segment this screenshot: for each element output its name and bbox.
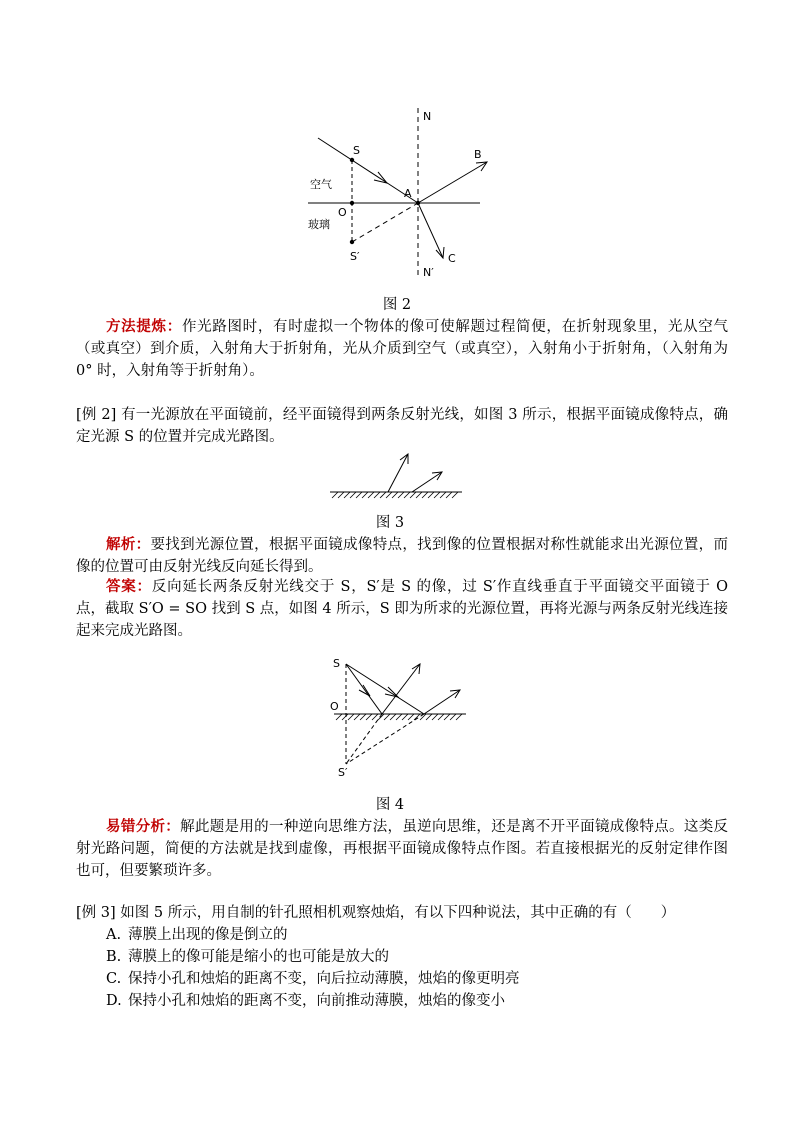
mirror-hatching xyxy=(332,492,458,498)
reflected-ray-1 xyxy=(382,664,420,714)
label-c: C xyxy=(448,252,456,265)
point-s xyxy=(350,158,354,162)
option-c-text: 保持小孔和烛焰的距离不变，向后拉动薄膜，烛焰的像更明亮 xyxy=(128,971,520,987)
incident-ray-2 xyxy=(346,664,424,714)
option-d xyxy=(106,990,505,1012)
option-a-text: 薄膜上出现的像是倒立的 xyxy=(128,927,288,943)
figure-3-caption: 图 3 xyxy=(375,515,405,531)
analysis-paragraph xyxy=(76,534,728,578)
incident-ray-1 xyxy=(346,664,382,714)
extension-2 xyxy=(346,714,424,764)
method-label: 方法提炼： xyxy=(106,318,182,335)
figure-4-caption: 图 4 xyxy=(375,797,405,813)
analysis-label: 解析： xyxy=(106,536,151,553)
label-o: O xyxy=(330,700,339,713)
option-a-letter: A. xyxy=(106,927,122,943)
analysis-text: 要找到光源位置，根据平面镜成像特点，找到像的位置根据对称性就能求出光源位置，而像的位置可由反射光线反向延长得到。 xyxy=(76,537,728,575)
sprime-to-a-dashed xyxy=(352,203,418,242)
reflected-ray-b xyxy=(418,162,487,203)
answer-paragraph xyxy=(76,576,728,642)
label-o: O xyxy=(338,206,347,219)
reflected-ray-1 xyxy=(388,454,408,492)
option-c-letter: C. xyxy=(106,971,122,987)
figure-2-caption: 图 2 xyxy=(382,297,412,313)
mistake-paragraph xyxy=(76,816,728,882)
option-b-letter: B. xyxy=(106,949,122,965)
method-text: 作光路图时，有时虚拟一个物体的像可使解题过程简便，在折射现象里，光从空气（或真空）到介质，入射角大于折射角，光从介质到空气（或真空），入射角小于折射角，（入射角为 0° 时，入射角等于折射角）。 xyxy=(76,319,728,379)
figure-3-mirror-diagram xyxy=(326,448,466,508)
label-s: S xyxy=(333,657,340,670)
figure-2-refraction-diagram xyxy=(290,100,510,285)
label-sprime: S′ xyxy=(338,766,348,779)
mirror-hatching xyxy=(336,714,462,720)
label-b: B xyxy=(474,148,482,161)
example-3-question: [例 3] 如图 5 所示，用自制的针孔照相机观察烛焰，有以下四种说法，其中正确的有（ ） xyxy=(76,905,676,921)
reflected-ray-2 xyxy=(412,472,442,492)
incident-ray xyxy=(318,138,418,203)
option-a xyxy=(106,924,288,946)
example-2-paragraph: [例 2] 有一光源放在平面镜前，经平面镜得到两条反射光线，如图 3 所示，根据平面镜成像特点，确定光源 S 的位置并完成光路图。 xyxy=(76,407,728,445)
answer-label: 答案： xyxy=(106,578,152,595)
label-nprime: N′ xyxy=(423,266,434,279)
point-sprime xyxy=(350,240,354,244)
label-s: S xyxy=(353,144,360,157)
mistake-label: 易错分析： xyxy=(106,818,181,835)
answer-text: 反向延长两条反射光线交于 S，S′是 S 的像，过 S′作直线垂直于平面镜交平面镜于 O 点，截取 S′O = SO 找到 S 点，如图 4 所示，S 即为所求的光源位置，再将光源与两条反射光线连接起来完成光路图。 xyxy=(76,579,729,639)
extension-1 xyxy=(346,714,382,764)
label-sprime: S′ xyxy=(350,250,360,263)
option-b xyxy=(106,946,389,968)
option-d-text: 保持小孔和烛焰的距离不变，向前推动薄膜，烛焰的像变小 xyxy=(128,993,505,1009)
point-o xyxy=(350,201,354,205)
method-paragraph xyxy=(76,316,728,382)
incident-arrow xyxy=(374,172,387,183)
option-c xyxy=(106,968,520,990)
label-a: A xyxy=(404,187,412,200)
option-b-text: 薄膜上的像可能是缩小的也可能是放大的 xyxy=(128,949,389,965)
reflected-ray-2 xyxy=(424,690,460,714)
label-glass: 玻璃 xyxy=(308,218,330,231)
option-d-letter: D. xyxy=(106,993,122,1009)
refracted-ray-c xyxy=(418,203,443,258)
label-n: N xyxy=(423,110,432,123)
mistake-text: 解此题是用的一种逆向思维方法，虽逆向思维，还是离不开平面镜成像特点。这类反射光路问题，简便的方法就是找到虚像，再根据平面镜成像特点作图。若直接根据光的反射定律作图也可，但要繁琐许多。 xyxy=(76,819,729,879)
point-a xyxy=(416,201,420,205)
figure-4-mirror-solution xyxy=(326,652,476,780)
label-air: 空气 xyxy=(310,178,332,191)
